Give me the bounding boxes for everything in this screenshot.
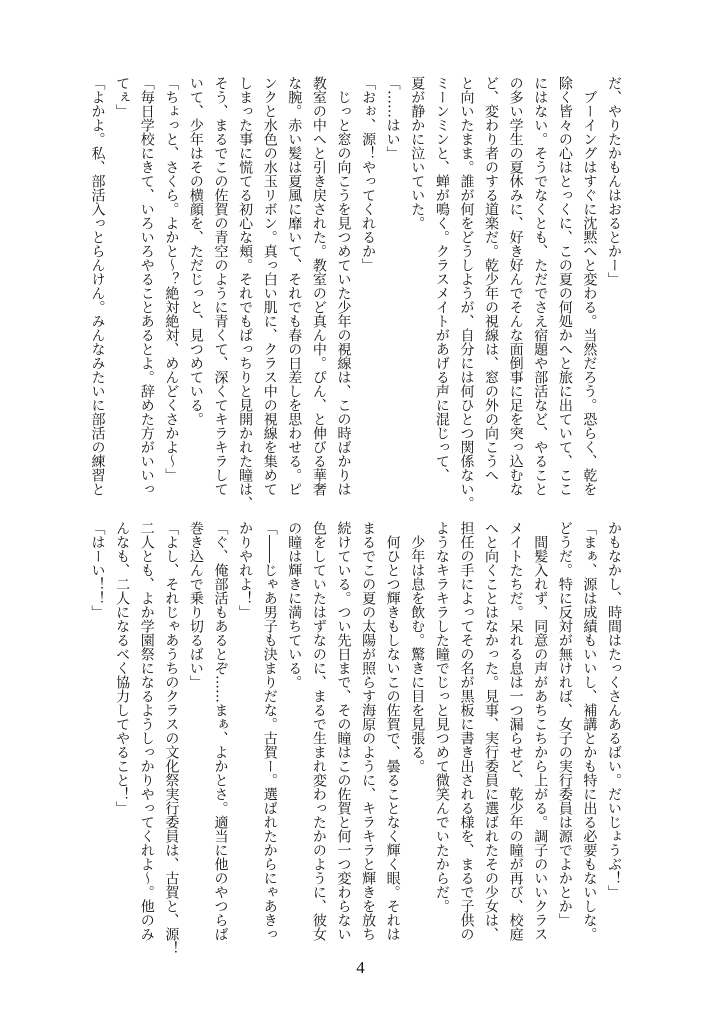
text-column: だ、やりたかもんはおるとかー」 [606,76,622,286]
text-column: どうだ。特に反対が無ければ、女子の実行委員は源でよかとか」 [556,521,573,927]
text-column: てぇ」 [114,76,131,118]
text-column: 二人とも、よか学園祭になるようしっかりやってくれよ〜。他のみ [138,521,155,941]
text-column: ど、変わり者のする道楽だ。乾少年の視線は、窓の外の向こうへ [483,76,500,482]
text-column: 「ちょっと、さくら。よかと〜？絶対絶対、めんどくさかよ〜」 [163,76,180,482]
text-column: そう、まるでこの佐賀の青空のように青くて、深くてキラキラして [212,76,229,496]
text-column: にはない。そうでなくとも、ただでさえ宿題や部活など、やること [532,76,549,496]
text-column: 巻き込んで乗り切るばい」 [187,521,204,689]
text-column: な腕。赤い髪は夏風に靡いて、それでも春の日差しを思わせる。ピ [286,76,303,496]
text-column: 「よかよ。私、部活入っとらんけん。みんなみたいに部活の練習と [89,76,106,496]
text-column: ブーイングはすぐに沈黙へと変わる。当然だろう。恐らく、乾を [581,76,598,496]
text-column: 続けている。つい先日まで、その瞳はこの佐賀と何一つ変わらない [335,521,352,941]
text-column: ミーンミンと、蝉が鳴く。クラスメイトがあげる声に混じって、 [433,76,450,482]
text-column: まるでこの夏の太陽が照らす海原のように、キラキラと輝きを放ち [360,521,377,941]
text-column: 「よし、それじゃあうちのクラスの文化祭実行委員は、古賀と、源！ [163,521,180,955]
text-column: かもなかし、時間はたっくさんあるばい。だいじょうぶ！」 [606,521,622,899]
text-column: ようなキラキラした瞳でじっと見つめて微笑んでいたからだ。 [433,521,450,913]
text-column: 「おぉ、源！やってくれるか」 [360,76,377,272]
text-column: 「まぁ、源は成績もいいし、補講とかも特に出る必要もないしな。 [581,521,598,941]
text-column: 色をしていたはずなのに、まるで生まれ変わったかのように、彼女 [310,521,327,941]
text-column: 夏が静かに泣いていた。 [409,76,426,230]
page-number: 4 [356,958,365,977]
text-column: メイトたちだ。呆れる息は一つ漏らせど、乾少年の瞳が再び、校庭 [507,521,524,941]
text-column: 「ぐ、俺部活もあるとぞ……まぁ、よかとさ。適当に他のやつらば [212,521,229,941]
text-column: と向いたまま。誰が何をどうしようが、自分には何ひとつ関係ない。 [458,76,475,510]
text-column: 少年は息を飲む。驚きに目を見張る。 [409,521,426,773]
text-column: の瞳は輝きに満ちている。 [286,521,303,689]
text-column: んなも、二人になるべく協力してやること！」 [114,521,131,815]
text-column: へと向くことはなかった。見事、実行委員に選ばれたその少女は、 [483,521,500,941]
text-column: じっと窓の向こうを見つめていた少年の視線は、この時ばかりは [335,76,352,496]
text-column: 教室の中へと引き戻された。教室のど真ん中。ぴん、と伸びる華奢 [310,76,327,496]
text-column: 除く皆々の心はとっくに、この夏の何処かへと旅に出ていて、ここ [556,76,573,496]
text-column: しまった事に慌てる初心な頬。それでもぱっちりと見開かれた瞳は、 [237,76,254,510]
text-column: 「はーい！！」 [89,521,106,619]
text-column: かりやれよ！」 [237,521,254,619]
text-column: の多い学生の夏休みに、好き好んでそんな面倒事に足を突っ込むな [507,76,524,496]
text-block-bottom [89,521,626,955]
text-block-top [89,76,626,510]
text-column: 「……はい」 [384,76,401,160]
text-column: 間髪入れず、同意の声があちこちから上がる。調子のいいクラス [532,521,549,941]
text-column: ンクと水色の水玉リボン。真っ白い肌に、クラス中の視線を集めて [261,76,278,496]
text-column: 「毎日学校にきて、いろいろやることあるとよ。辞めた方がいいっ [138,76,155,496]
text-column: いて、少年はその横顔を、ただじっと、見つめている。 [187,76,204,426]
text-column: 何ひとつ輝きもしないこの佐賀で、曇ることなく輝く眼。それは [384,521,401,941]
text-column: 「――じゃあ男子も決まりだな。古賀ー。選ばれたからにゃあきっ [261,521,278,941]
text-column: 担任の手によってその名が黒板に書き出される様を、まるで子供の [458,521,475,941]
